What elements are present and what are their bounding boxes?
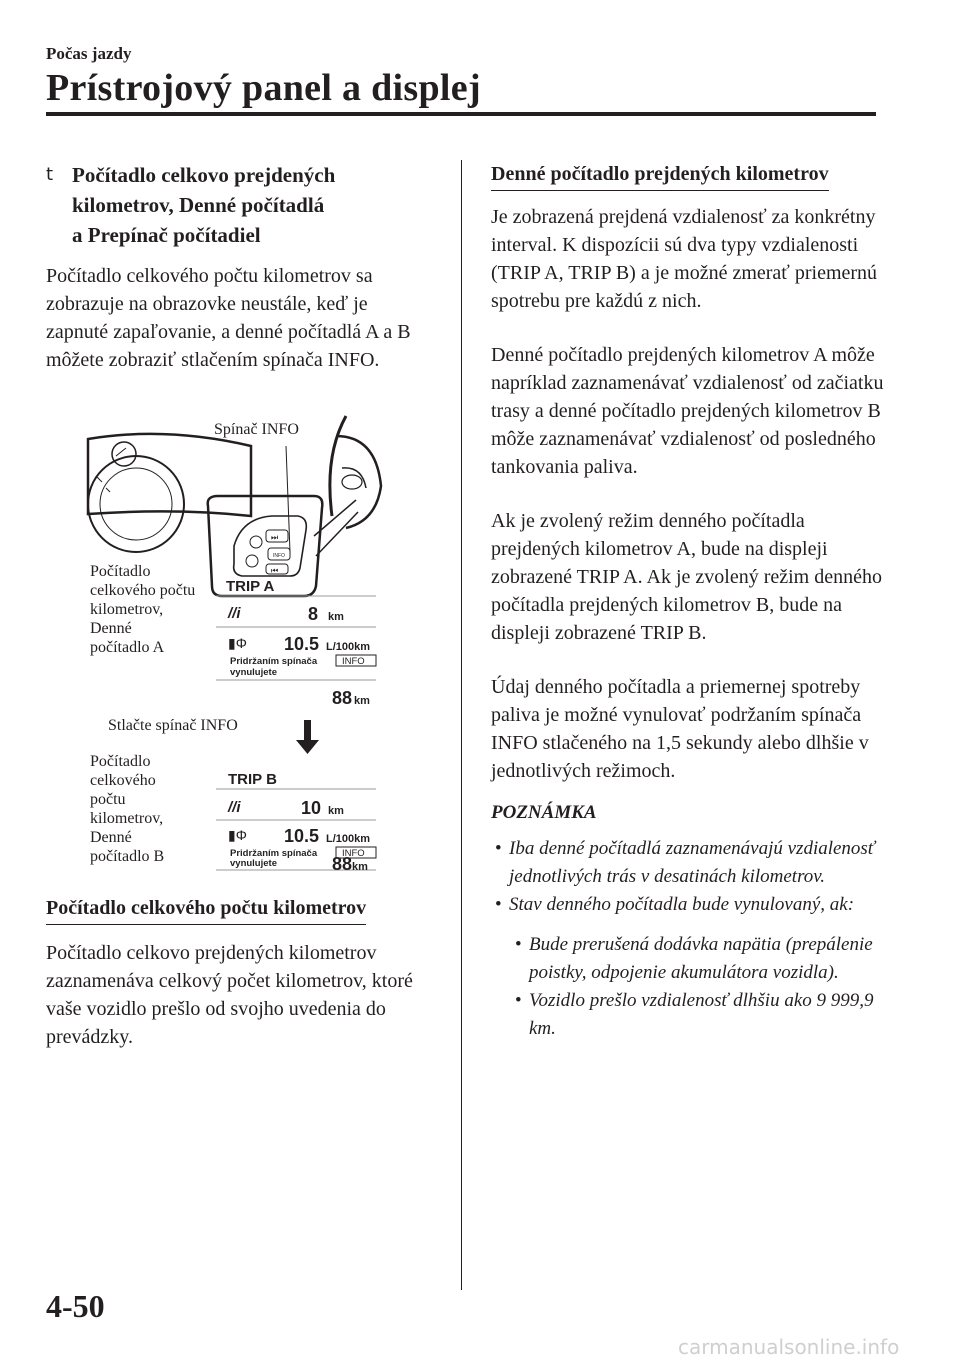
trip-a-distance: 8 <box>308 604 319 624</box>
trip-b-distance: 10 <box>301 798 322 818</box>
fuel-consumption-icon: ▮Φ <box>228 635 247 651</box>
odometer-subheading: Počítadlo celkového počtu kilometrov <box>46 894 366 925</box>
page-title: Prístrojový panel a displej <box>46 67 481 109</box>
trip-a-distance-unit: km <box>328 611 344 623</box>
trip-a-hold-text: Pridržaním spínača <box>230 656 318 667</box>
heading-line: a Prepínač počítadiel <box>72 223 261 247</box>
trip-b-hold-text: Pridržaním spínača <box>230 848 318 859</box>
note-item: • Stav denného počítadla bude vynulovaný, ak: <box>495 894 855 915</box>
distance-icon: //i <box>228 799 241 816</box>
intro-paragraph: Počítadlo celkového počtu kilometrov sa zobrazuje na obrazovke neustále, keď je zapnuté zapaľovanie, a denné počítadlá A a B môžete zobraziť stlačením spínača INFO. <box>46 265 411 371</box>
trip-b-consumption: 10.5 <box>284 826 320 846</box>
trip-b-info-badge: INFO <box>342 848 365 859</box>
down-arrow-icon <box>296 720 319 754</box>
switch-info-text: INFO <box>273 553 285 559</box>
display-b-caption: Počítadlo celkového počtu kilometrov, Denné počítadlo B <box>90 753 165 865</box>
odometer-switch-heading <box>46 160 416 250</box>
trip-meter-subheading: Denné počítadlo prejdených kilometrov <box>491 160 829 191</box>
trip-b-consumption-unit: L/100km <box>326 833 371 845</box>
trip-a-info-badge: INFO <box>342 656 365 667</box>
left-column <box>46 160 416 1051</box>
note-title: POZNÁMKA <box>491 802 597 823</box>
heading-line: Počítadlo celkovo prejdených <box>72 163 336 187</box>
trip-b-reset-text: vynulujete <box>230 858 277 869</box>
section-label: Počas jazdy <box>46 44 132 63</box>
trip-a-odometer-unit: km <box>354 695 370 707</box>
right-column <box>491 160 891 1043</box>
trip-b-distance-unit: km <box>328 805 344 817</box>
heading-line: kilometrov, Denné počítadlá <box>72 193 325 217</box>
trip-paragraph-4: Údaj denného počítadla a priemernej spotreby paliva je možné vynulovať podržaním spínača INFO stlačeného na 1,5 sekundy alebo dlhšie v jednotlivých režimoch. <box>491 676 869 782</box>
gauge-cluster-icon <box>88 434 251 552</box>
note-subitem: • Bude prerušená dodávka napätia (prepálenie poistky, odpojenie akumulátora vozidla). <box>515 934 873 983</box>
trip-paragraph-2: Denné počítadlo prejdených kilometrov A môže napríklad zaznamenávať vzdialenosť od začiatku trasy a denné počítadlo prejdených kilometrov B môže zaznamenávať vzdialenosť od posledného tankovania paliva. <box>491 344 884 478</box>
header-rule <box>46 112 876 116</box>
trip-a-consumption-unit: L/100km <box>326 641 371 653</box>
odometer-paragraph: Počítadlo celkovo prejdených kilometrov zaznamenáva celkový počet kilometrov, ktoré vaše vozidlo prešlo od svojho uvedenia do prevádzky. <box>46 942 413 1048</box>
trip-a-display <box>216 578 376 708</box>
svg-text:⏭: ⏭ <box>271 533 279 542</box>
trip-b-title: TRIP B <box>228 771 277 788</box>
info-switch-figure <box>46 396 416 876</box>
note-item: • Iba denné počítadlá zaznamenávajú vzdialenosť jednotlivých trás v desatinách kilometrov. <box>495 838 875 887</box>
section-marker-icon: t <box>46 164 54 185</box>
note-subitem: • Vozidlo prešlo vzdialenosť dlhšiu ako 9 999,9 km. <box>515 990 874 1039</box>
steering-wheel-icon <box>330 416 381 528</box>
info-switch-label: Spínač INFO <box>214 421 299 438</box>
trip-a-title: TRIP A <box>226 578 275 595</box>
press-info-label: Stlačte spínač INFO <box>108 717 238 734</box>
trip-paragraph-3: Ak je zvolený režim denného počítadla prejdených kilometrov A, bude na displeji zobrazené TRIP A. Ak je zvolený režim denného počítadla prejdených kilometrov B, bude na displeji zobrazené TRIP B. <box>491 510 882 644</box>
distance-icon: //i <box>228 605 241 622</box>
trip-a-reset-text: vynulujete <box>230 667 277 678</box>
trip-b-odometer: 88km <box>332 854 368 874</box>
fuel-consumption-icon: ▮Φ <box>228 827 247 843</box>
column-divider <box>461 160 462 1290</box>
watermark: carmanualsonline.info <box>678 1335 900 1359</box>
trip-paragraph-1: Je zobrazená prejdená vzdialenosť za konkrétny interval. K dispozícii sú dva typy vzdialenosti (TRIP A, TRIP B) a je možné zmerať priemernú spotrebu pre každú z nich. <box>491 206 878 312</box>
display-a-caption: Počítadlo celkového počtu kilometrov, Denné počítadlo A <box>90 563 196 656</box>
trip-a-odometer: 88 <box>332 688 353 708</box>
trip-a-consumption: 10.5 <box>284 634 320 654</box>
trip-b-odometer-unit: km <box>352 861 368 873</box>
svg-text:⏮: ⏮ <box>271 566 279 575</box>
page-number: 4-50 <box>46 1288 105 1324</box>
